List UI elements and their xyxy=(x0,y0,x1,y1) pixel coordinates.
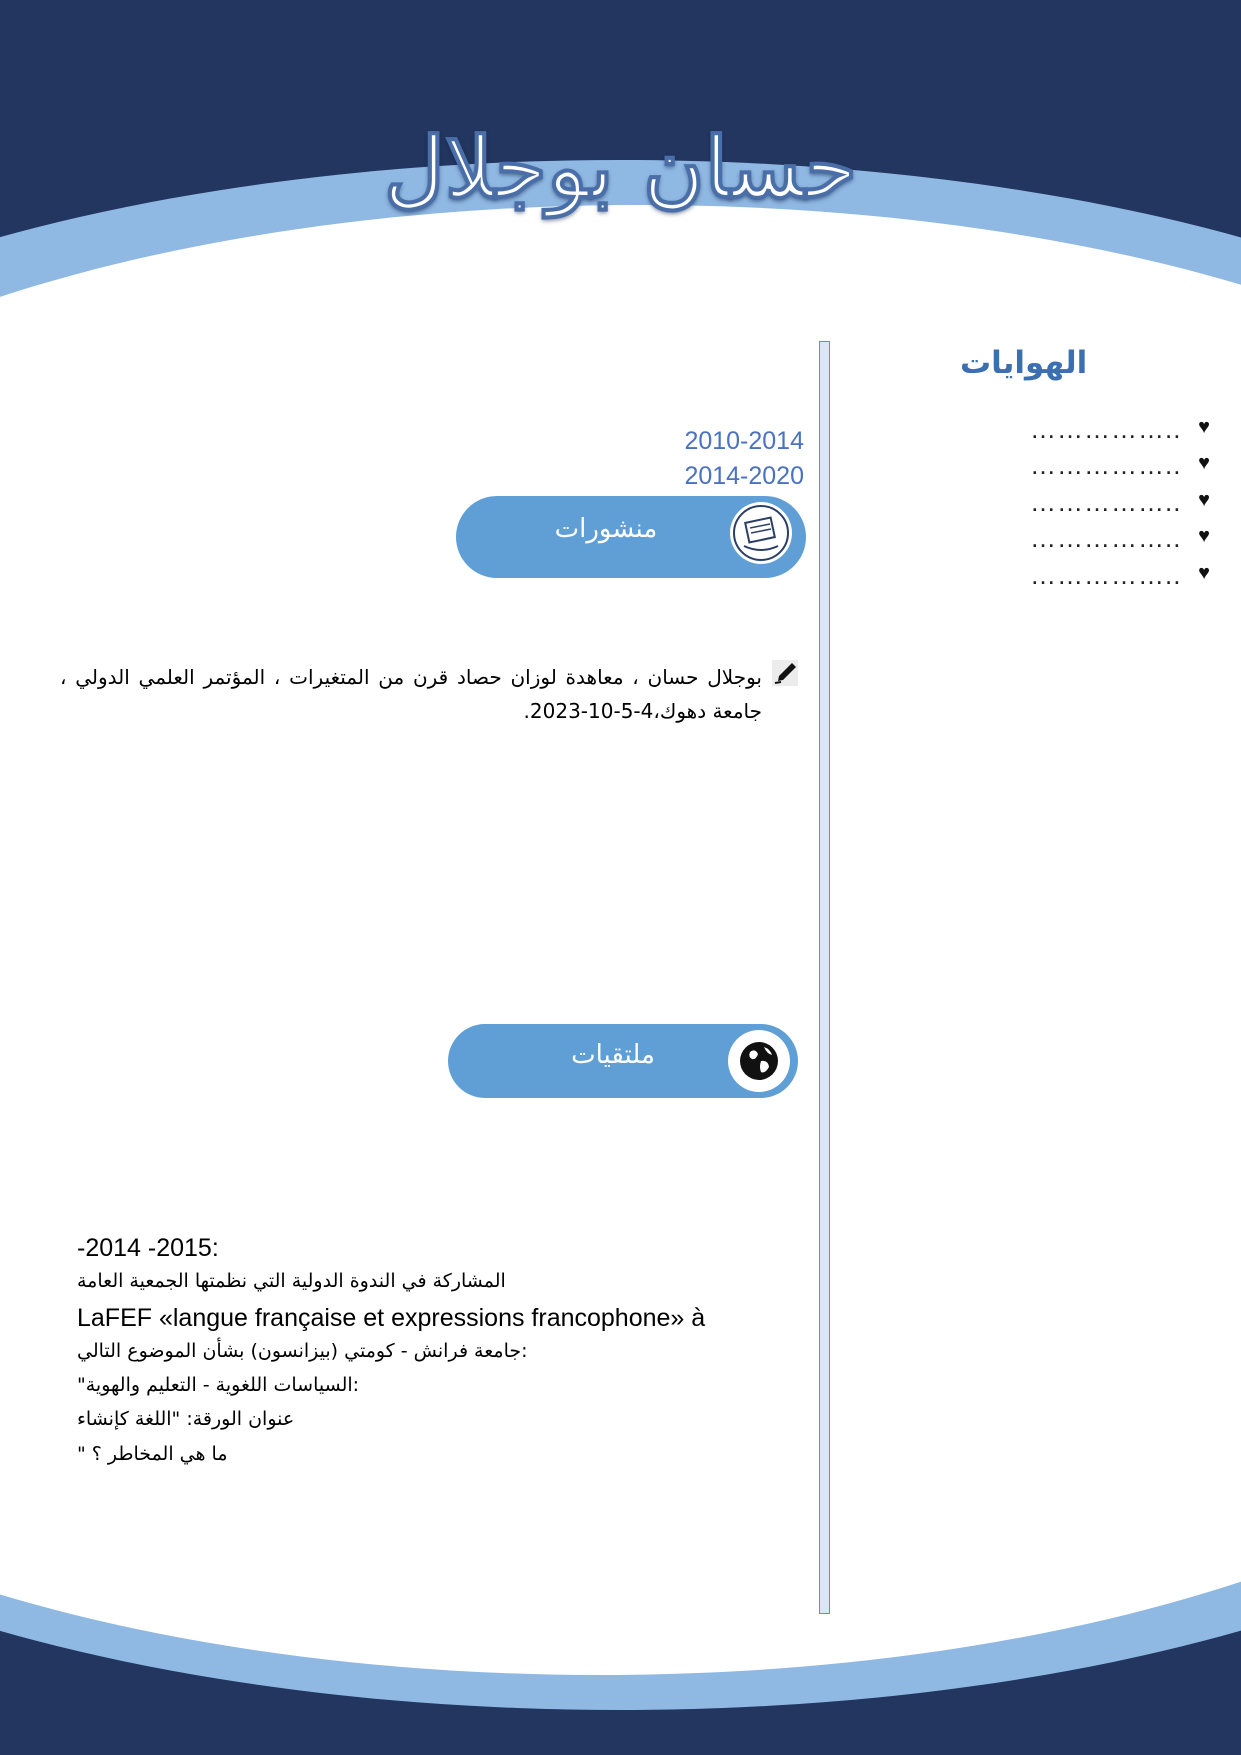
conference-line: المشاركة في الندوة الدولية التي نظمتها الجمعية العامة xyxy=(77,1270,506,1292)
conference-years: -2014 -2015: xyxy=(77,1234,219,1262)
hobby-item xyxy=(1030,560,1210,590)
conference-line: "السياسات اللغوية - التعليم والهوية: xyxy=(77,1374,360,1396)
hobby-item xyxy=(1030,450,1210,480)
conference-line: LaFEF «langue française et expressions francophone» à xyxy=(77,1304,706,1332)
hobbies-title: الهوايات xyxy=(960,345,1088,381)
publications-header xyxy=(456,496,806,578)
year-range: 2010-2014 xyxy=(684,427,804,455)
conference-line: عنوان الورقة: "اللغة كإنشاء xyxy=(77,1408,295,1430)
globe-icon xyxy=(728,1030,790,1092)
heart-bullet-icon: ♥ xyxy=(1198,416,1210,438)
hobby-text: …………….. xyxy=(1030,414,1182,444)
vertical-divider xyxy=(819,341,830,1614)
publication-entry: بوجلال حسان ، معاهدة لوزان حصاد قرن من المتغيرات ، المؤتمر العلمي الدولي ، جامعة دهوك،4-5-10-2023. xyxy=(60,665,762,723)
conference-line: " ما هي المخاطر ؟ xyxy=(77,1443,228,1465)
heart-bullet-icon: ♥ xyxy=(1198,525,1210,547)
heart-bullet-icon: ♥ xyxy=(1198,562,1210,584)
publications-label: منشورات xyxy=(554,514,658,544)
conferences-header xyxy=(448,1024,798,1098)
publication-stamp-icon xyxy=(730,502,792,564)
pen-bullet-icon xyxy=(772,660,798,686)
person-name: حسان بوجلال xyxy=(383,118,858,217)
conference-line: جامعة فرانش - كومتي (بيزانسون) بشأن الموضوع التالي: xyxy=(77,1340,528,1362)
hobby-item xyxy=(1030,414,1210,444)
year-range: 2014-2020 xyxy=(684,462,804,490)
hobby-item xyxy=(1030,523,1210,553)
conferences-label: ملتقيات xyxy=(571,1040,655,1070)
hobby-text: …………….. xyxy=(1030,487,1182,517)
heart-bullet-icon: ♥ xyxy=(1198,489,1210,511)
hobby-text: …………….. xyxy=(1030,450,1182,480)
heart-bullet-icon: ♥ xyxy=(1198,452,1210,474)
hobby-text: …………….. xyxy=(1030,560,1182,590)
hobby-item xyxy=(1030,487,1210,517)
hobby-text: …………….. xyxy=(1030,523,1182,553)
